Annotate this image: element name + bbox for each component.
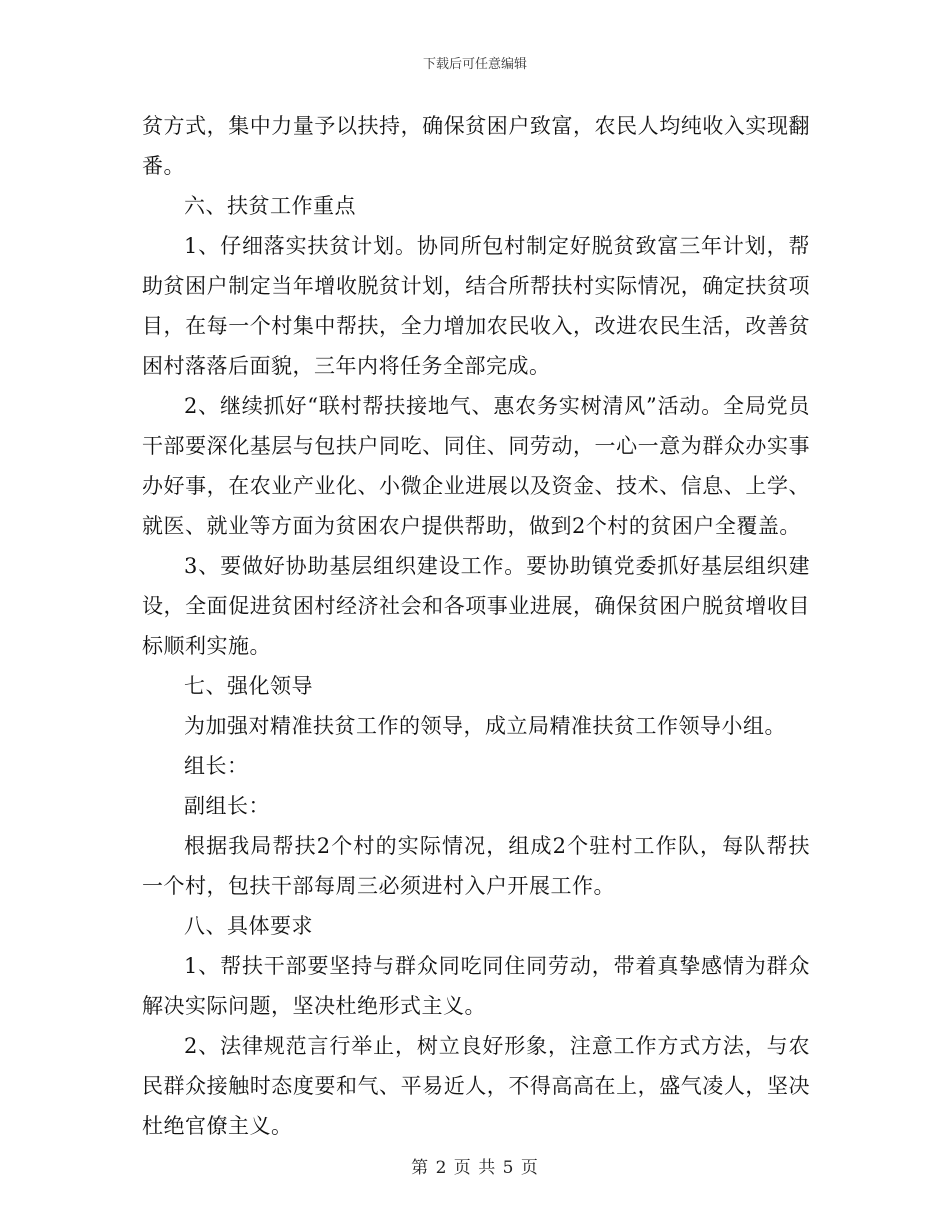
page-header-note: 下载后可任意编辑 [422, 57, 527, 72]
section-heading-eight: 八、具体要求 [184, 914, 313, 938]
section-heading-six: 六、扶贫工作重点 [184, 194, 356, 218]
paragraph-item: 为加强对精准扶贫工作的领导，成立局精准扶贫工作领导小组。 [184, 714, 786, 738]
paragraph-item: 2、继续抓好“联村帮扶接地气、惠农务实树清风”活动。全局党员干部要深化基层与包扶户同吃、同住、同劳动，一心一意为群众办实事办好事，在农业产业化、小微企业进展以及资金、技术、信息、上学、就医、就业等方面为贫困农户提供帮助，做到2个村的贫困户全覆盖。 [142, 394, 810, 538]
paragraph-item: 根据我局帮扶2个村的实际情况，组成2个驻村工作队，每队帮扶一个村，包扶干部每周三必须进村入户开展工作。 [142, 834, 810, 898]
paragraph-item: 1、仔细落实扶贫计划。协同所包村制定好脱贫致富三年计划，帮助贫困户制定当年增收脱贫计划，结合所帮扶村实际情况，确定扶贫项目，在每一个村集中帮扶，全力增加农民收入，改进农民生活，改善贫困村落落后面貌，三年内将任务全部完成。 [142, 234, 810, 378]
paragraph-item: 3、要做好协助基层组织建设工作。要协助镇党委抓好基层组织建设，全面促进贫困村经济社会和各项事业进展，确保贫困户脱贫增收目标顺利实施。 [142, 554, 810, 658]
section-heading-seven: 七、强化领导 [184, 674, 313, 698]
group-leader-line: 组长： [184, 754, 249, 778]
document-body [142, 106, 810, 1146]
deputy-leader-line: 副组长： [184, 794, 270, 818]
paragraph-item: 1、帮扶干部要坚持与群众同吃同住同劳动，带着真挚感情为群众解决实际问题，坚决杜绝形式主义。 [142, 954, 810, 1018]
paragraph-continuation: 贫方式，集中力量予以扶持，确保贫困户致富，农民人均纯收入实现翻番。 [142, 114, 810, 178]
page-number: 第 2 页 共 5 页 [411, 1158, 539, 1178]
paragraph-item: 2、法律规范言行举止，树立良好形象，注意工作方式方法，与农民群众接触时态度要和气、平易近人，不得高高在上，盛气凌人，坚决杜绝官僚主义。 [142, 1034, 810, 1138]
